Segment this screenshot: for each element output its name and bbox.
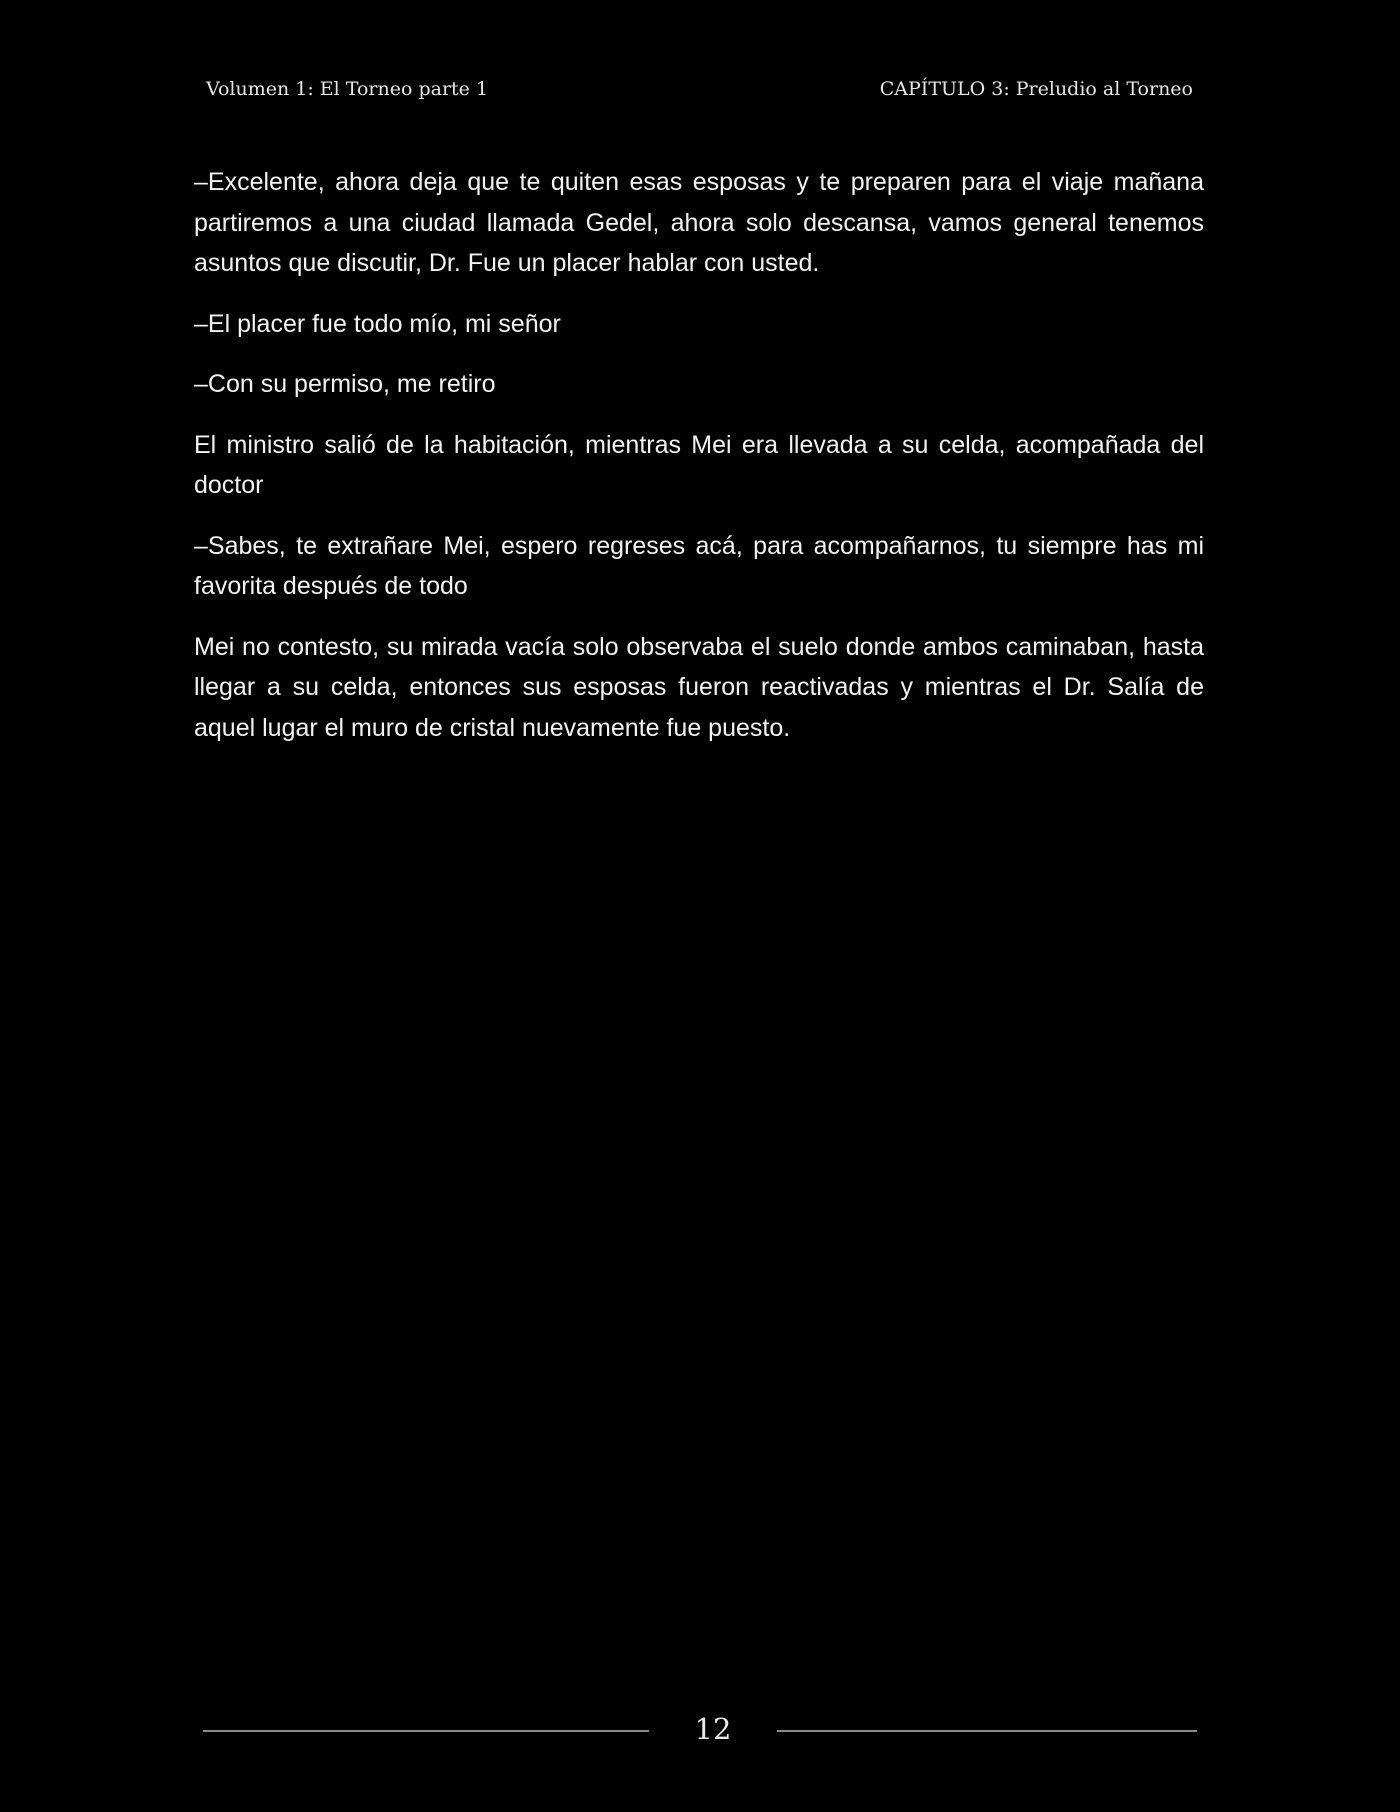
paragraph: –Con su permiso, me retiro xyxy=(194,370,496,398)
page-number: 12 xyxy=(694,1712,732,1746)
footer-rule-left xyxy=(203,1730,649,1732)
volume-title: Volumen 1: El Torneo parte 1 xyxy=(206,78,489,100)
running-header xyxy=(206,78,1193,108)
paragraph: Mei no contesto, su mirada vacía solo observaba el suelo donde ambos caminaban, hasta llegar a su celda, entonces sus esposas fueron reactivadas y mientras el Dr. Salía de aquel lugar el muro de cristal nuevamente fue puesto. xyxy=(194,632,1204,742)
chapter-title: CAPÍTULO 3: Preludio al Torneo xyxy=(879,78,1193,100)
paragraph: –Excelente, ahora deja que te quiten esas esposas y te preparen para el viaje mañana partiremos a una ciudad llamada Gedel, ahora solo descansa, vamos general tenemos asuntos que discutir, Dr. Fue un placer hablar con usted. xyxy=(194,168,1204,277)
paragraph: –Sabes, te extrañare Mei, espero regreses acá, para acompañarnos, tu siempre has mi favorita después de todo xyxy=(194,531,1204,600)
page-footer xyxy=(0,1708,1400,1752)
footer-rule-right xyxy=(777,1730,1197,1732)
paragraph: –El placer fue todo mío, mi señor xyxy=(194,309,561,338)
chapter-body xyxy=(194,162,1204,768)
paragraph: El ministro salió de la habitación, mientras Mei era llevada a su celda, acompañada del doctor xyxy=(194,430,1204,499)
